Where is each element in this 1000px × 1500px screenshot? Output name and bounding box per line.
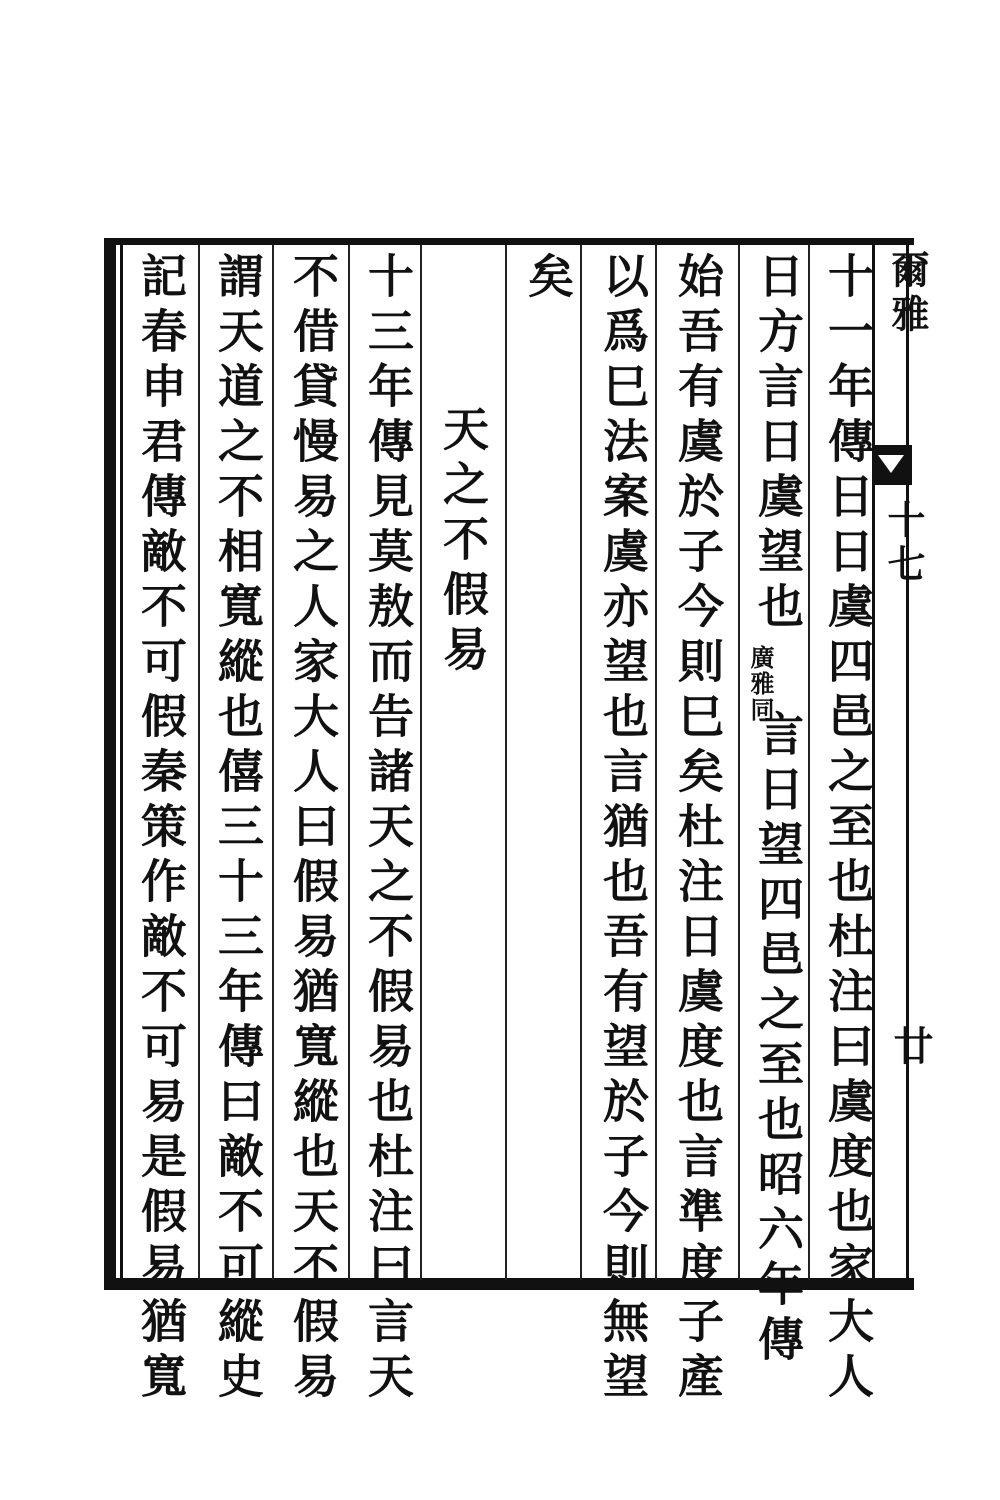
column-rule — [505, 245, 507, 1280]
text-column: 言日望四邑之至也昭六年傳 — [751, 710, 805, 1370]
leaf-number: 廿 — [887, 1025, 934, 1065]
column-rule — [580, 245, 582, 1280]
text-column: 十三年傳見莫敖而告諸天之不假易也杜注曰言天 — [361, 252, 415, 1407]
column-rule — [272, 245, 274, 1280]
text-column: 十一年傳日日虞四邑之至也杜注曰虞度也家大人 — [821, 252, 875, 1407]
frame-left-inner-border — [120, 238, 123, 1290]
text-column: 矣 — [521, 252, 575, 307]
section-heading: 天之不假易 — [436, 405, 490, 680]
frame-top-border — [104, 238, 914, 245]
column-rule — [738, 245, 740, 1280]
gutter-line-right — [906, 238, 909, 1290]
interlinear-note: 廣雅同 — [746, 645, 775, 723]
column-rule — [198, 245, 200, 1280]
gutter-title: 爾雅 — [885, 250, 930, 338]
gutter-section: 十七 — [881, 500, 926, 588]
text-column: 記春申君傳敵不可假秦策作敵不可易是假易猶寬 — [134, 252, 188, 1407]
text-column: 謂天道之不相寬縱也僖三十三年傳曰敵不可縱史 — [211, 252, 265, 1407]
frame-left-border — [104, 238, 116, 1290]
text-column: 以爲巳法案虞亦望也言猶也吾有望於子今則無望 — [596, 252, 650, 1407]
text-column: 日方言日虞望也 — [751, 252, 805, 637]
text-column: 始吾有虞於子今則巳矣杜注日虞度也言準度子產 — [671, 252, 725, 1407]
column-rule — [348, 245, 350, 1280]
text-column: 不借貸慢易之人家大人曰假易猶寬縱也天不假易 — [286, 252, 340, 1407]
